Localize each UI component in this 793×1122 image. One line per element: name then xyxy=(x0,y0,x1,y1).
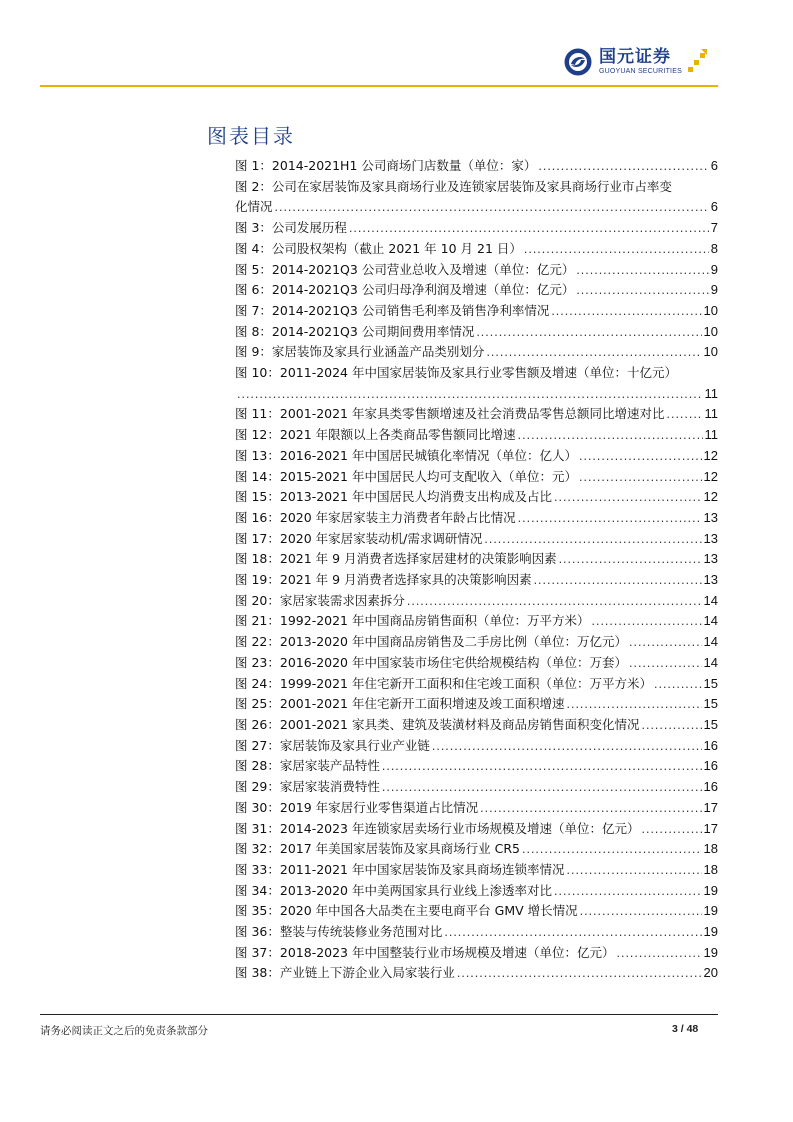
toc-entry[interactable] xyxy=(235,487,718,508)
toc-leader-dots xyxy=(524,239,709,260)
toc-entry[interactable] xyxy=(235,467,718,488)
toc-page-number[interactable]: 7 xyxy=(710,220,718,236)
toc-entry-text: 图 16：2020 年家居家装主力消费者年龄占比情况 xyxy=(235,509,516,525)
toc-entry-text: 图 26：2001-2021 家具类、建筑及装潢材料及商品房销售面积变化情况 xyxy=(235,716,640,732)
toc-leader-dots xyxy=(642,819,702,840)
toc-leader-dots xyxy=(567,860,702,881)
toc-entry[interactable] xyxy=(235,881,718,902)
toc-entry[interactable] xyxy=(235,363,718,404)
toc-leader-dots xyxy=(349,218,709,239)
toc-entry[interactable] xyxy=(235,819,718,840)
toc-page-number[interactable]: 9 xyxy=(710,261,718,277)
toc-entry[interactable] xyxy=(235,715,718,736)
toc-page-number[interactable]: 15 xyxy=(703,716,718,732)
toc-page-number[interactable]: 19 xyxy=(703,944,718,960)
toc-entry-text: 图 31：2014-2023 年连锁家居卖场行业市场规模及增速（单位：亿元） xyxy=(235,820,640,836)
footer-disclaimer: 请务必阅读正文之后的免责条款部分 xyxy=(40,1025,208,1037)
toc-entry[interactable] xyxy=(235,177,718,218)
toc-page-number[interactable]: 10 xyxy=(703,323,718,339)
toc-entry-text: 图 5：2014-2021Q3 公司营业总收入及增速（单位：亿元） xyxy=(235,261,575,277)
logo-emblem-icon xyxy=(563,47,593,77)
toc-page-number[interactable]: 13 xyxy=(703,551,718,567)
toc-leader-dots xyxy=(534,570,702,591)
toc-entry-text: 图 36：整装与传统装修业务范围对比 xyxy=(235,924,443,940)
toc-page-number[interactable]: 9 xyxy=(710,282,718,298)
toc-entry[interactable] xyxy=(235,260,718,281)
toc-leader-dots xyxy=(486,342,701,363)
toc-page-number[interactable]: 6 xyxy=(710,158,718,173)
toc-page-number[interactable]: 17 xyxy=(703,820,718,836)
toc-entry-text: 图 15：2013-2021 年中国居民人均消费支出构成及占比 xyxy=(235,489,552,505)
toc-page-number[interactable]: 11 xyxy=(704,427,718,443)
toc-leader-dots xyxy=(629,632,702,653)
toc-entry-text: 图 12：2021 年限额以上各类商品零售额同比增速 xyxy=(235,427,516,443)
toc-page-number[interactable]: 17 xyxy=(703,799,718,815)
toc-entry-text: 图 33：2011-2021 年中国家居装饰及家具商场连锁率情况 xyxy=(235,861,565,877)
footer-divider xyxy=(40,1014,718,1015)
toc-page-number[interactable]: 14 xyxy=(703,592,718,608)
toc-entry[interactable] xyxy=(235,280,718,301)
toc-leader-dots xyxy=(484,529,701,550)
toc-entry-text: 图 29：家居家装消费特性 xyxy=(235,779,380,795)
toc-page-number[interactable]: 14 xyxy=(703,654,718,670)
toc-leader-dots xyxy=(554,487,702,508)
toc-page-number[interactable]: 12 xyxy=(703,447,718,463)
toc-entry-text-line1: 图 2：公司在家居装饰及家具商场行业及连锁家居装饰及家具商场行业市占率变 xyxy=(235,178,672,194)
toc-leader-dots xyxy=(576,260,708,281)
toc-entry-text: 图 27：家居装饰及家具行业产业链 xyxy=(235,737,430,753)
toc-entry[interactable] xyxy=(235,777,718,798)
toc-leader-dots xyxy=(457,963,702,984)
toc-leader-dots xyxy=(432,736,702,757)
toc-leader-dots xyxy=(382,756,702,777)
toc-page-number[interactable]: 16 xyxy=(703,737,718,753)
toc-page-number[interactable]: 19 xyxy=(703,882,718,898)
toc-leader-dots xyxy=(580,901,702,922)
toc-entry[interactable] xyxy=(235,549,718,570)
toc-leader-dots xyxy=(667,404,703,425)
toc-entry[interactable] xyxy=(235,611,718,632)
toc-page-number[interactable]: 12 xyxy=(703,468,718,484)
toc-entry-text: 图 14：2015-2021 年中国居民人均可支配收入（单位：元） xyxy=(235,468,577,484)
toc-leader-dots xyxy=(237,384,703,405)
toc-page-number[interactable]: 11 xyxy=(704,406,718,422)
toc-entry[interactable] xyxy=(235,591,718,612)
toc-entry[interactable] xyxy=(235,674,718,695)
toc-entry[interactable] xyxy=(235,756,718,777)
toc-entry-text: 图 20：家居家装需求因素拆分 xyxy=(235,592,405,608)
toc-page-number[interactable]: 18 xyxy=(703,841,718,857)
toc-entry[interactable] xyxy=(235,943,718,964)
toc-entry[interactable] xyxy=(235,239,718,260)
figure-list xyxy=(235,156,718,984)
toc-title: 图表目录 xyxy=(207,124,295,148)
toc-page-number[interactable]: 19 xyxy=(703,903,718,919)
toc-entry-text: 图 9：家居装饰及家具行业涵盖产品类别划分 xyxy=(235,344,485,360)
toc-entry-text: 图 1：2014-2021H1 公司商场门店数量（单位：家） xyxy=(235,158,537,173)
toc-entry-text: 化情况 xyxy=(235,199,273,215)
toc-page-number[interactable]: 10 xyxy=(703,302,718,318)
toc-leader-dots xyxy=(382,777,702,798)
toc-page-number[interactable]: 20 xyxy=(703,965,718,981)
toc-leader-dots xyxy=(407,591,702,612)
toc-entry-text: 图 4：公司股权架构（截止 2021 年 10 月 21 日） xyxy=(235,240,522,256)
toc-leader-dots xyxy=(642,715,702,736)
toc-entry-text: 图 23：2016-2020 年中国家装市场住宅供给规模结构（单位：万套） xyxy=(235,654,627,670)
toc-entry-text: 图 13：2016-2021 年中国居民城镇化率情况（单位：亿人） xyxy=(235,447,577,463)
toc-entry-text: 图 35：2020 年中国各大品类在主要电商平台 GMV 增长情况 xyxy=(235,903,578,919)
toc-leader-dots xyxy=(444,922,701,943)
toc-page-number[interactable]: 19 xyxy=(703,924,718,940)
toc-leader-dots xyxy=(654,674,702,695)
toc-entry-text: 图 28：家居家装产品特性 xyxy=(235,758,380,774)
toc-leader-dots xyxy=(522,839,702,860)
toc-page-number[interactable]: 15 xyxy=(703,696,718,712)
toc-entry-text: 图 3：公司发展历程 xyxy=(235,220,347,236)
toc-leader-dots xyxy=(554,881,702,902)
toc-page-number[interactable]: 8 xyxy=(710,240,718,256)
toc-leader-dots xyxy=(538,156,708,177)
toc-leader-dots xyxy=(567,694,702,715)
toc-entry-text: 图 38：产业链上下游企业入局家装行业 xyxy=(235,965,455,981)
toc-entry-text: 图 11：2001-2021 年家具类零售额增速及社会消费品零售总额同比增速对比 xyxy=(235,406,665,422)
company-logo xyxy=(563,44,723,80)
toc-entry[interactable] xyxy=(235,322,718,343)
toc-entry[interactable] xyxy=(235,632,718,653)
toc-entry-text: 图 7：2014-2021Q3 公司销售毛利率及销售净利率情况 xyxy=(235,302,550,318)
toc-leader-dots xyxy=(576,280,708,301)
toc-entry[interactable] xyxy=(235,798,718,819)
toc-leader-dots xyxy=(518,508,702,529)
toc-entry-text: 图 24：1999-2021 年住宅新开工面积和住宅竣工面积（单位：万平方米） xyxy=(235,675,652,691)
toc-entry[interactable] xyxy=(235,839,718,860)
header-divider xyxy=(40,85,718,87)
toc-entry-text: 图 6：2014-2021Q3 公司归母净利润及增速（单位：亿元） xyxy=(235,282,575,298)
logo-english-name: GUOYUAN SECURITIES xyxy=(599,68,682,75)
toc-entry-text: 图 18：2021 年 9 月消费者选择家居建材的决策影响因素 xyxy=(235,551,557,567)
toc-entry-text: 图 8：2014-2021Q3 公司期间费用率情况 xyxy=(235,323,475,339)
toc-page-number[interactable]: 14 xyxy=(703,613,718,629)
toc-page-number[interactable]: 11 xyxy=(704,385,718,401)
toc-entry[interactable] xyxy=(235,404,718,425)
toc-leader-dots xyxy=(275,197,709,218)
toc-entry[interactable] xyxy=(235,570,718,591)
toc-entry[interactable] xyxy=(235,508,718,529)
toc-entry[interactable] xyxy=(235,218,718,239)
toc-entry[interactable] xyxy=(235,301,718,322)
toc-entry-text: 图 30：2019 年家居行业零售渠道占比情况 xyxy=(235,799,479,815)
toc-entry-text: 图 22：2013-2020 年中国商品房销售及二手房比例（单位：万亿元） xyxy=(235,634,627,650)
toc-page-number[interactable]: 15 xyxy=(703,675,718,691)
toc-entry[interactable] xyxy=(235,156,718,177)
toc-entry-text: 图 37：2018-2023 年中国整装行业市场规模及增速（单位：亿元） xyxy=(235,944,615,960)
page-header xyxy=(0,0,793,90)
toc-page-number[interactable]: 18 xyxy=(703,861,718,877)
toc-leader-dots xyxy=(579,467,702,488)
toc-entry-text: 图 25：2001-2021 年住宅新开工面积增速及竣工面积增速 xyxy=(235,696,565,712)
toc-page-number[interactable]: 14 xyxy=(703,634,718,650)
toc-entry-text: 图 19：2021 年 9 月消费者选择家具的决策影响因素 xyxy=(235,572,532,588)
toc-entry[interactable] xyxy=(235,529,718,550)
toc-page-number[interactable]: 13 xyxy=(703,509,718,525)
toc-page-number[interactable]: 13 xyxy=(703,530,718,546)
toc-leader-dots xyxy=(629,653,702,674)
toc-leader-dots xyxy=(518,425,703,446)
toc-page-number[interactable]: 13 xyxy=(703,572,718,588)
toc-entry[interactable] xyxy=(235,694,718,715)
toc-leader-dots xyxy=(579,446,702,467)
footer-page-number: 3 / 48 xyxy=(672,1023,699,1035)
toc-entry[interactable] xyxy=(235,963,718,984)
toc-leader-dots xyxy=(476,322,701,343)
toc-entry[interactable] xyxy=(235,425,718,446)
toc-entry-text-line1: 图 10：2011-2024 年中国家居装饰及家具行业零售额及增速（单位：十亿元） xyxy=(235,365,677,381)
toc-page-number[interactable]: 12 xyxy=(703,489,718,505)
toc-page-number[interactable]: 6 xyxy=(710,199,718,215)
logo-arrows-icon xyxy=(686,47,708,77)
toc-page-number[interactable]: 10 xyxy=(703,344,718,360)
toc-leader-dots xyxy=(592,611,702,632)
toc-leader-dots xyxy=(617,943,702,964)
toc-entry-text: 图 17：2020 年家居家装动机/需求调研情况 xyxy=(235,530,483,546)
toc-page-number[interactable]: 16 xyxy=(703,779,718,795)
toc-page-number[interactable]: 16 xyxy=(703,758,718,774)
toc-entry[interactable] xyxy=(235,860,718,881)
toc-leader-dots xyxy=(551,301,701,322)
toc-entry[interactable] xyxy=(235,342,718,363)
toc-entry[interactable] xyxy=(235,653,718,674)
toc-entry-text: 图 34：2013-2020 年中美两国家具行业线上渗透率对比 xyxy=(235,882,552,898)
toc-leader-dots xyxy=(480,798,701,819)
logo-chinese-name: 国元证券 xyxy=(599,47,671,67)
toc-entry[interactable] xyxy=(235,922,718,943)
toc-entry[interactable] xyxy=(235,446,718,467)
toc-entry-text: 图 21：1992-2021 年中国商品房销售面积（单位：万平方米） xyxy=(235,613,590,629)
toc-entry[interactable] xyxy=(235,901,718,922)
toc-entry-text: 图 32：2017 年美国家居装饰及家具商场行业 CR5 xyxy=(235,841,521,857)
toc-entry[interactable] xyxy=(235,736,718,757)
toc-leader-dots xyxy=(559,549,702,570)
